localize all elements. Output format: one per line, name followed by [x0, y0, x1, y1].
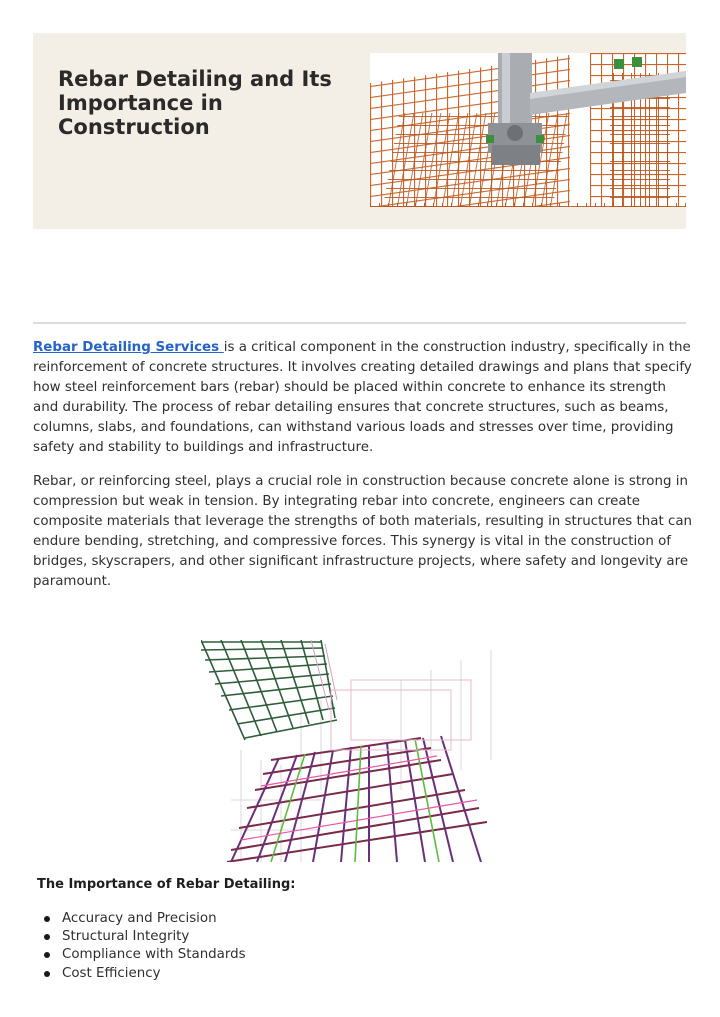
rebar-model-image [201, 640, 519, 862]
list-item-label: Accuracy and Precision [62, 911, 217, 926]
list-item-label: Compliance with Standards [62, 947, 246, 963]
bullet-icon [44, 934, 50, 940]
bullet-icon [44, 916, 50, 922]
bullet-icon [44, 952, 50, 958]
hero-card [33, 33, 686, 229]
rebar-detailing-services-link[interactable]: Rebar Detailing Services [33, 340, 224, 355]
list-item [44, 910, 246, 928]
bullet-icon [44, 971, 50, 977]
rebar-cage-image [370, 53, 686, 207]
list-item-label: Cost Efficiency [62, 965, 161, 981]
rebar-role-paragraph: Rebar, or reinforcing steel, plays a crucial role in construction because concrete alone is strong in compression but weak in tension. By integrating rebar into concrete, engineers can create composite materials that leverage the strengths of both materials, resulting in structures that can endure bending, stretching, and compressive forces. This synergy is vital in the construction of bridges, skyscrapers, and other significant infrastructure projects, where safety and longevity are paramount. [33, 474, 693, 589]
page-title: Rebar Detailing and Its Importance in Construction [58, 67, 332, 139]
list-item [44, 928, 246, 946]
importance-heading: The Importance of Rebar Detailing: [37, 877, 296, 892]
section-divider [33, 322, 686, 324]
intro-paragraph [33, 338, 693, 458]
intro-paragraph-text: is a critical component in the construction industry, specifically in the reinforcement of concrete structures. It involves creating detailed drawings and plans that specify how steel reinforcement bars (rebar) should be placed within concrete to enhance its strength and durability. The process of rebar detailing ensures that concrete structures, such as beams, columns, slabs, and foundations, can withstand various loads and stresses over time, providing safety and stability to buildings and infrastructure. [33, 340, 692, 455]
rebar-model-illustration [201, 640, 519, 862]
list-item-label: Structural Integrity [62, 929, 190, 945]
list-item [44, 965, 246, 983]
rebar-cage-illustration [370, 53, 686, 207]
importance-list [44, 910, 246, 983]
list-item [44, 946, 246, 964]
